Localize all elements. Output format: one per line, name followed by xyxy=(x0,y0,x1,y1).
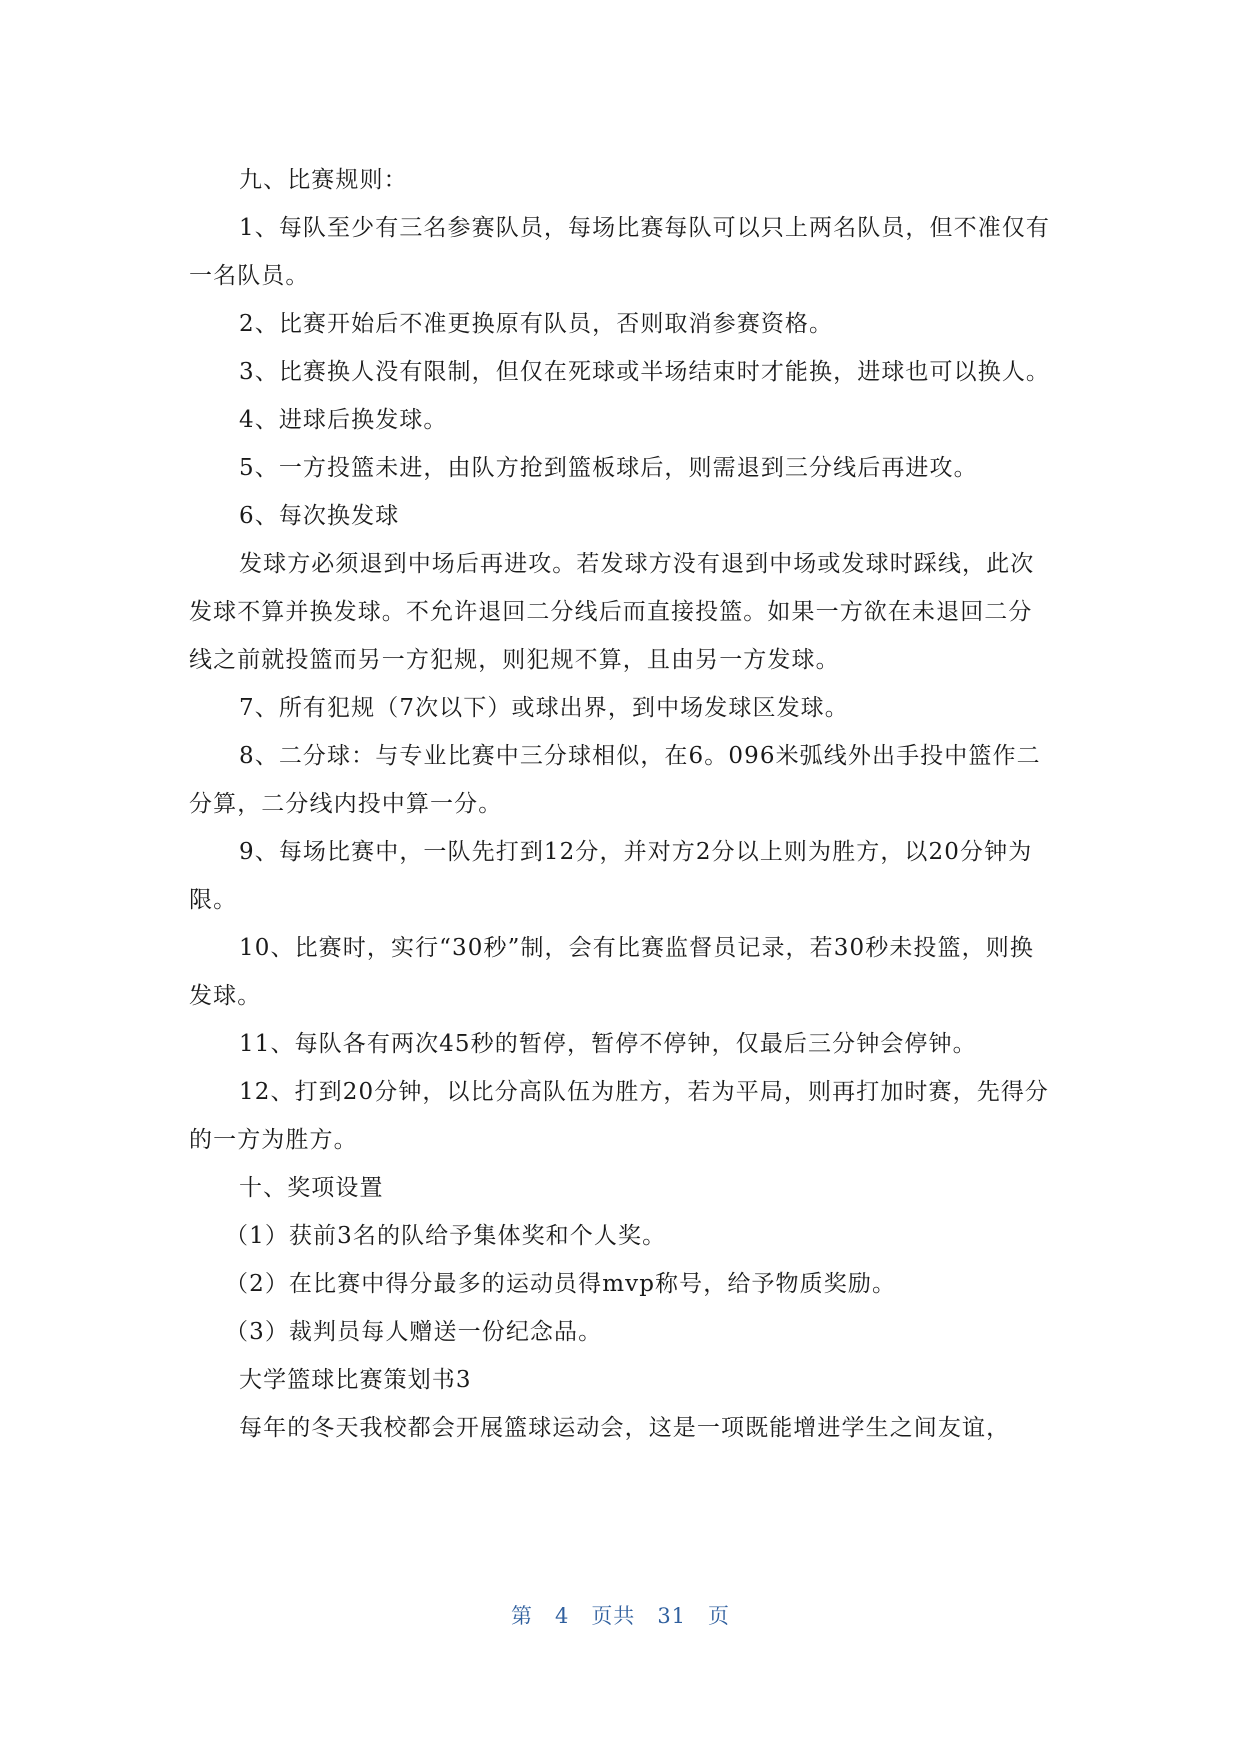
rule-5: 5、一方投篮未进，由队方抢到篮板球后，则需退到三分线后再进攻。 xyxy=(239,455,978,481)
award-1: （1）获前3名的队给予集体奖和个人奖。 xyxy=(225,1223,667,1249)
rule-10: 10、比赛时，实行“30秒”制，会有比赛监督员记录，若30秒未投篮，则换发球。 xyxy=(189,935,1034,1009)
document-body xyxy=(189,156,1055,1452)
rule-11: 11、每队各有两次45秒的暂停，暂停不停钟，仅最后三分钟会停钟。 xyxy=(239,1031,977,1057)
footer-suffix: 页 xyxy=(708,1604,731,1628)
award-2: （2）在比赛中得分最多的运动员得mvp称号，给予物质奖励。 xyxy=(225,1271,897,1297)
footer-prefix: 第 xyxy=(510,1604,533,1628)
rule-4: 4、进球后换发球。 xyxy=(239,407,448,433)
section-heading-rules: 九、比赛规则： xyxy=(239,167,408,193)
rule-1: 1、每队至少有三名参赛队员，每场比赛每队可以只上两名队员，但不准仅有一名队员。 xyxy=(189,215,1051,289)
intro-paragraph: 每年的冬天我校都会开展篮球运动会，这是一项既能增进学生之间友谊， xyxy=(239,1415,1011,1441)
section-heading-awards: 十、奖项设置 xyxy=(239,1175,384,1201)
rule-2: 2、比赛开始后不准更换原有队员，否则取消参赛资格。 xyxy=(239,311,834,337)
footer-middle: 页共 xyxy=(591,1604,636,1628)
footer-current-page: 4 xyxy=(554,1604,570,1628)
page-footer xyxy=(0,1600,1241,1630)
rule-12: 12、打到20分钟，以比分高队伍为胜方，若为平局，则再打加时赛，先得分的一方为胜方。 xyxy=(189,1079,1050,1153)
rule-8: 8、二分球：与专业比赛中三分球相似，在6。096米弧线外出手投中篮作二分算，二分线内投中算一分。 xyxy=(189,743,1041,817)
rule-6-detail: 发球方必须退到中场后再进攻。若发球方没有退到中场或发球时踩线，此次发球不算并换发球。不允许退回二分线后而直接投篮。如果一方欲在未退回二分线之前就投篮而另一方犯规，则犯规不算，且由另一方发球。 xyxy=(189,551,1035,673)
rule-3: 3、比赛换人没有限制，但仅在死球或半场结束时才能换，进球也可以换人。 xyxy=(239,359,1051,385)
award-3: （3）裁判员每人赠送一份纪念品。 xyxy=(225,1319,603,1345)
rule-7: 7、所有犯规（7次以下）或球出界，到中场发球区发球。 xyxy=(239,695,849,721)
rule-6: 6、每次换发球 xyxy=(239,503,400,529)
document-subtitle: 大学篮球比赛策划书3 xyxy=(239,1367,472,1393)
footer-total-pages: 31 xyxy=(657,1604,687,1628)
rule-9: 9、每场比赛中，一队先打到12分，并对方2分以上则为胜方，以20分钟为限。 xyxy=(189,839,1033,913)
